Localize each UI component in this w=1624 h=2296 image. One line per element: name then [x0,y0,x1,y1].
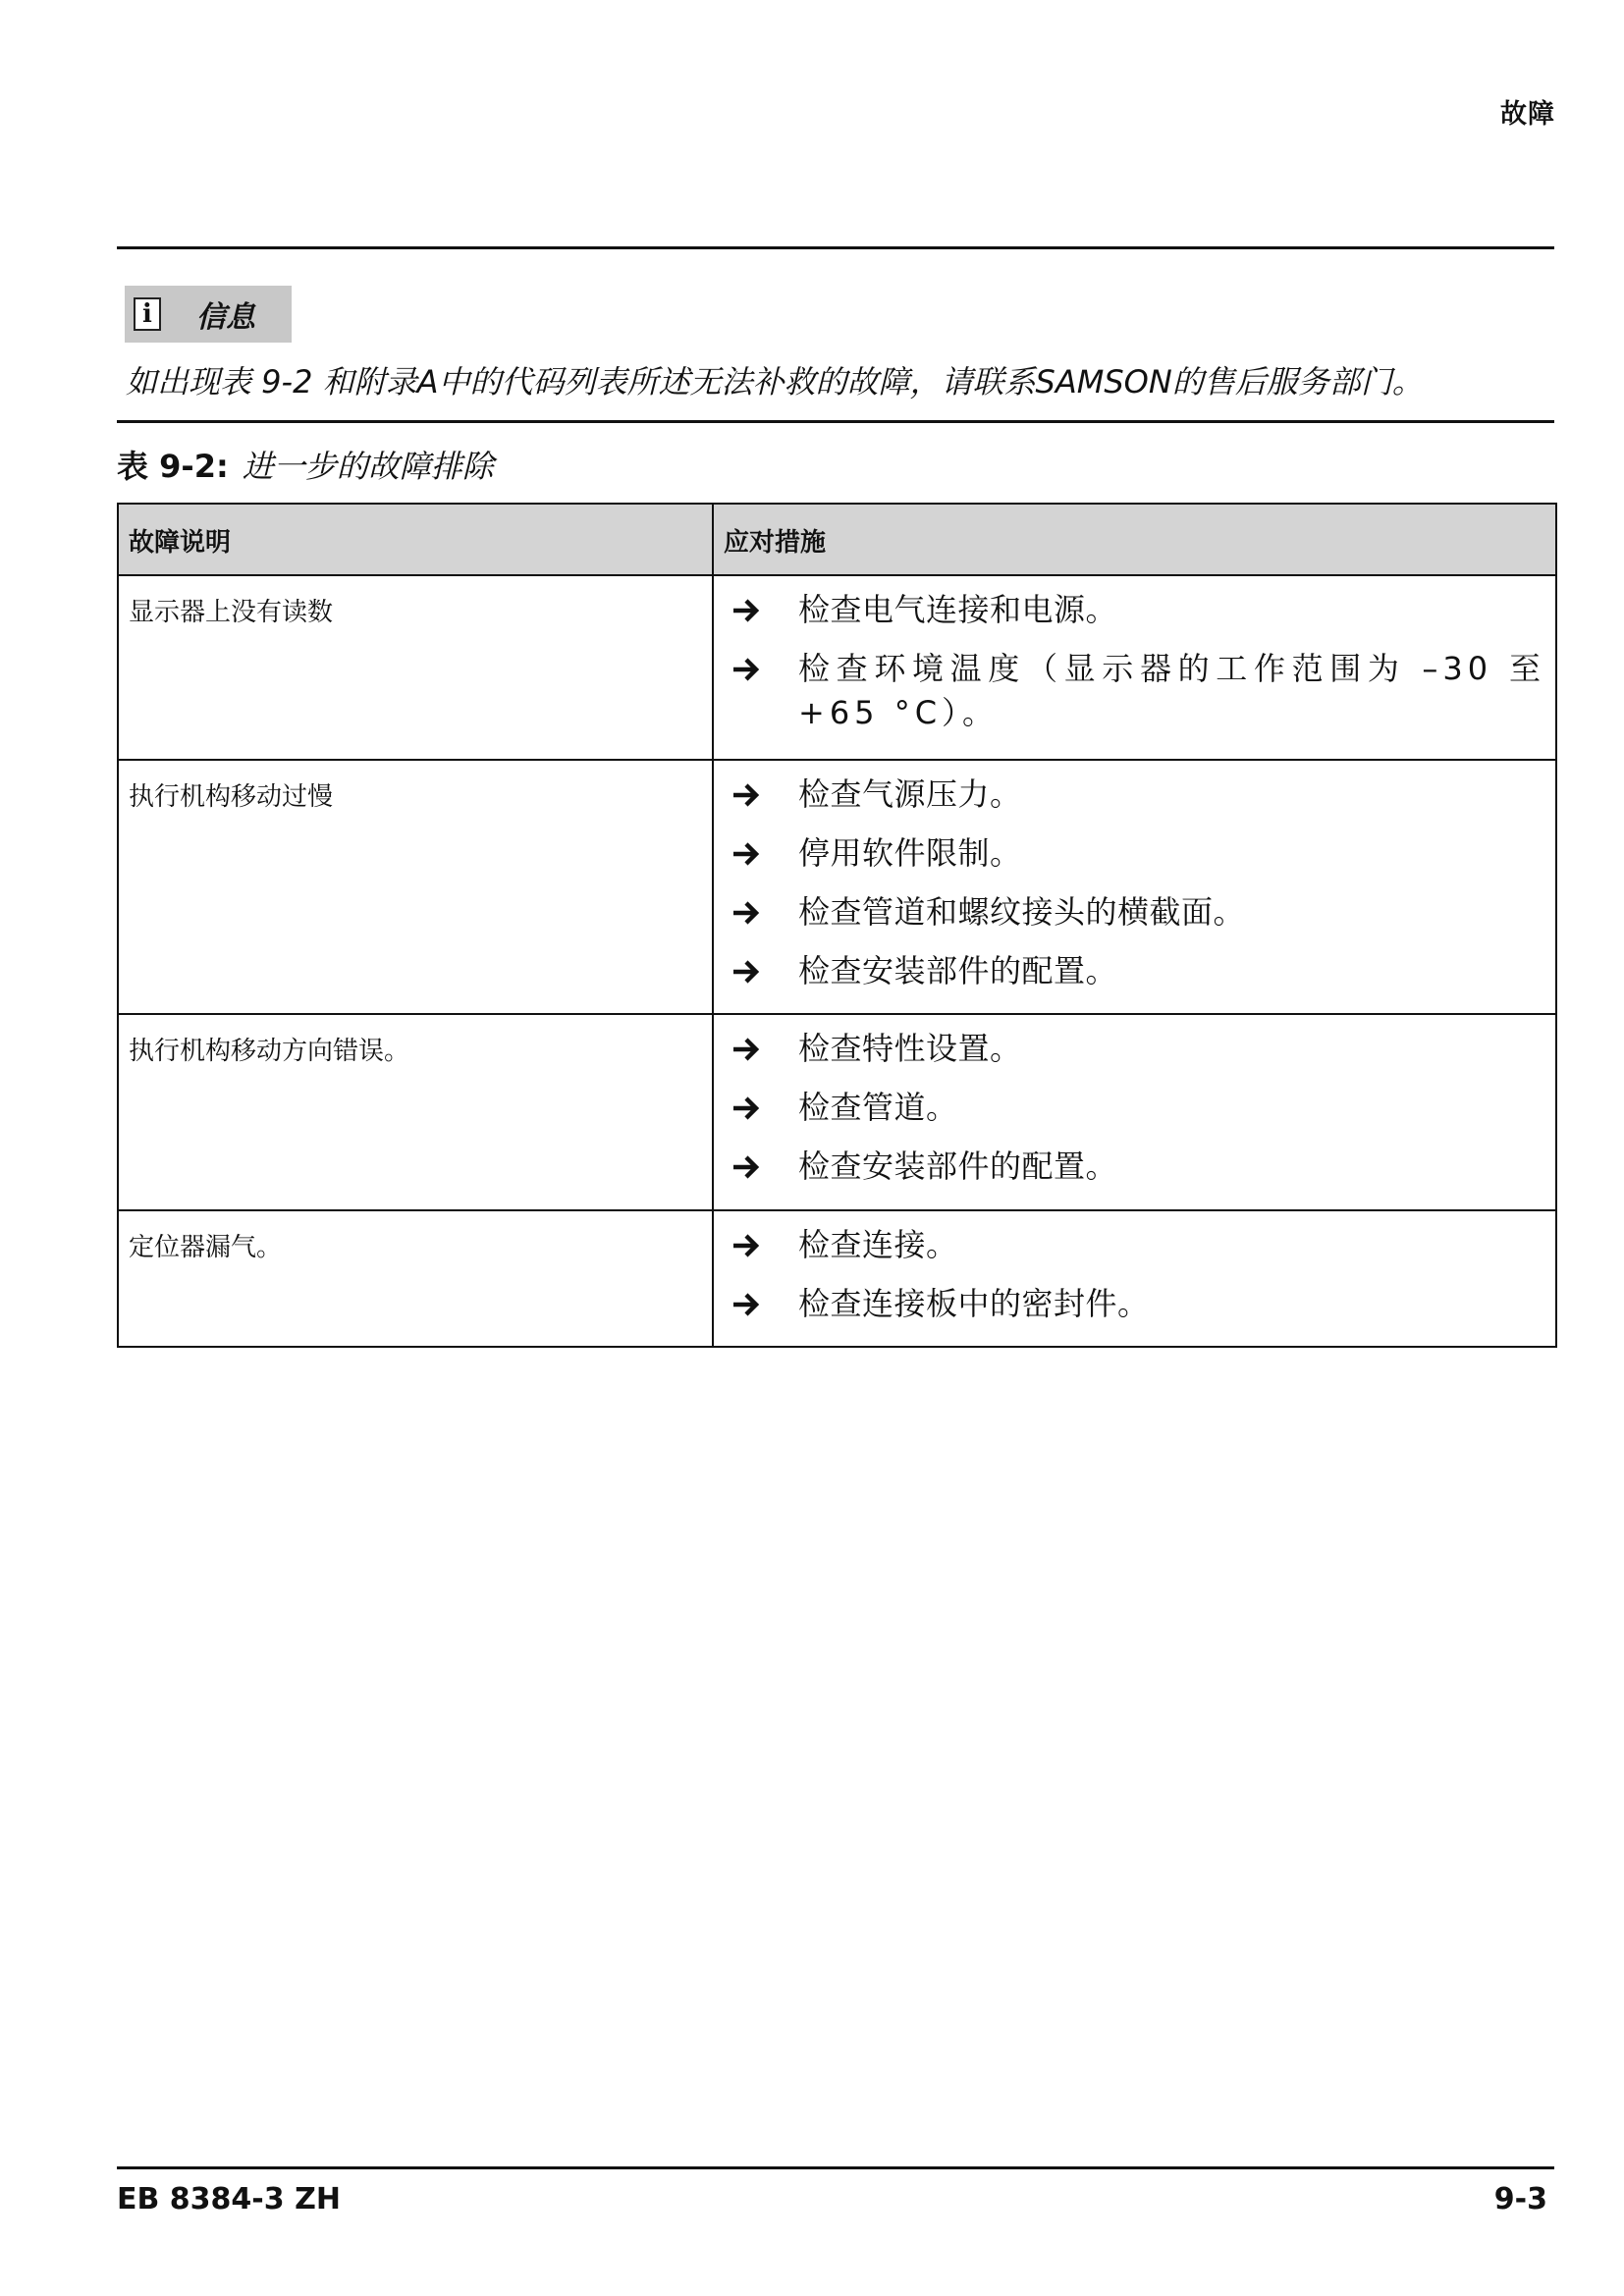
table-header-row [118,504,1556,575]
arrow-right-icon [731,1094,761,1123]
table-caption-label: 表 9-2: [117,448,229,485]
arrow-right-icon [731,1152,761,1182]
fault-cell: 执行机构移动方向错误。 [118,1014,713,1210]
section-title: 故障 [1500,99,1555,130]
header-rule [117,246,1554,249]
remedy-item [724,647,1545,735]
remedy-item [724,831,1545,876]
remedy-item [724,949,1545,993]
column-header-remedy: 应对措施 [713,504,1556,575]
remedy-item [724,1086,1545,1130]
arrow-right-icon [731,1231,761,1260]
table-caption [117,442,494,487]
arrow-right-icon [731,780,761,810]
remedy-text: 检查管道。 [798,1089,958,1126]
remedy-text: 检查电气连接和电源。 [798,591,1118,628]
arrow-right-icon [731,1290,761,1319]
remedy-cell [713,1014,1556,1210]
document-id: EB 8384-3 ZH [117,2182,341,2216]
remedy-text: 检查安装部件的配置。 [798,952,1118,989]
remedy-item [724,890,1545,934]
info-text: 如出现表 9-2 和附录A中的代码列表所述无法补救的故障，请联系SAMSON的售后服务部门。 [126,363,1424,400]
remedy-cell [713,1210,1556,1347]
info-callout [125,286,292,343]
remedy-item [724,588,1545,632]
fault-cell: 显示器上没有读数 [118,575,713,760]
remedy-item [724,1145,1545,1189]
fault-cell: 执行机构移动过慢 [118,760,713,1014]
remedy-text: 检查连接。 [798,1226,958,1263]
info-label: 信息 [196,300,255,335]
table-row [118,1014,1556,1210]
footer-rule [117,2166,1554,2169]
arrow-right-icon [731,898,761,928]
table-row [118,760,1556,1014]
info-icon: i [134,297,161,331]
table-caption-title: 进一步的故障排除 [242,448,494,485]
remedy-cell [713,760,1556,1014]
arrow-right-icon [731,839,761,869]
table-row [118,575,1556,760]
remedy-text: 检查特性设置。 [798,1030,1022,1067]
remedy-text: 检查环境温度（显示器的工作范围为 –30 至 +65 °C）。 [798,650,1545,731]
table-row [118,1210,1556,1347]
remedy-text: 检查气源压力。 [798,775,1022,813]
remedy-text: 停用软件限制。 [798,834,1022,872]
page-number: 9-3 [1493,2182,1547,2216]
column-header-fault: 故障说明 [118,504,713,575]
remedy-item [724,1223,1545,1267]
remedy-text: 检查连接板中的密封件。 [798,1285,1150,1322]
remedy-cell [713,575,1556,760]
arrow-right-icon [731,596,761,625]
remedy-text: 检查管道和螺纹接头的横截面。 [798,893,1246,931]
info-rule [117,420,1554,423]
remedy-item [724,773,1545,817]
remedy-item [724,1282,1545,1326]
fault-cell: 定位器漏气。 [118,1210,713,1347]
arrow-right-icon [731,655,761,684]
remedy-item [724,1027,1545,1071]
arrow-right-icon [731,957,761,987]
arrow-right-icon [731,1035,761,1064]
remedy-text: 检查安装部件的配置。 [798,1148,1118,1185]
troubleshooting-table [117,503,1557,1348]
